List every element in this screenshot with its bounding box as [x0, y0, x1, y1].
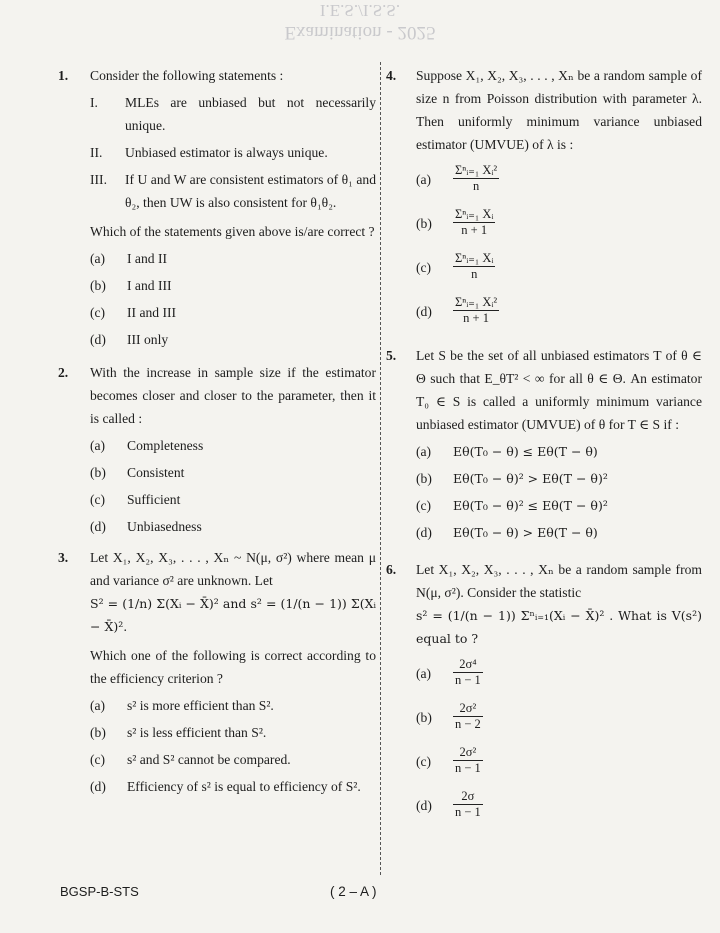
option-text: I and III: [127, 278, 172, 293]
option-label: (d): [90, 779, 106, 794]
fraction: [453, 745, 483, 776]
statement-label: II.: [90, 145, 103, 160]
question-number: 1.: [58, 68, 69, 83]
option-text: s² is less efficient than S².: [127, 725, 267, 740]
option[interactable]: [90, 328, 376, 351]
option-text: III only: [127, 332, 169, 347]
question-number: 3.: [58, 550, 69, 565]
option-label: (d): [416, 798, 432, 813]
option[interactable]: [90, 775, 376, 798]
denominator: n − 1: [455, 804, 481, 819]
question-text: Let X₁, X₂, X₃, . . . , Xₙ be a random sample from N(μ, σ²). Consider the statistic: [416, 562, 702, 600]
question-1: [60, 64, 376, 351]
option-text: Efficiency of s² is equal to efficiency of S².: [127, 779, 361, 794]
question-formula: s² = (1/(n − 1)) Σⁿᵢ₌₁(Xᵢ − X̄)² . What is V(s²) equal to ?: [416, 608, 702, 646]
option[interactable]: [416, 738, 702, 782]
option[interactable]: [90, 434, 376, 457]
question-6: [386, 558, 702, 826]
fraction: [453, 701, 483, 732]
column-divider: [380, 62, 381, 875]
denominator: n + 1: [463, 310, 489, 325]
statement: [90, 91, 376, 137]
question-text: With the increase in sample size if the estimator becomes closer and closer to the parameter, then it is called :: [90, 365, 376, 426]
denominator: n + 1: [461, 222, 488, 237]
statement: [90, 168, 376, 214]
option-text: Eθ(T₀ − θ) ≤ Eθ(T − θ): [453, 444, 598, 459]
fraction: [453, 295, 499, 326]
option[interactable]: [90, 721, 376, 744]
option-label: (c): [90, 492, 106, 507]
statement-text: Unbiased estimator is always unique.: [125, 145, 328, 160]
option[interactable]: [416, 244, 702, 288]
option[interactable]: [90, 461, 376, 484]
question-2: [60, 361, 376, 538]
page-header-line1: I.E.S./I.S.S.: [319, 1, 401, 20]
question-intro: Consider the following statements :: [90, 68, 284, 83]
option-label: (d): [90, 519, 106, 534]
option[interactable]: [90, 301, 376, 324]
option-label: (a): [90, 698, 106, 713]
option[interactable]: [90, 748, 376, 771]
right-column: [386, 64, 702, 826]
denominator: n: [472, 178, 480, 193]
option-text: Unbiasedness: [127, 519, 202, 534]
option-text: s² and S² cannot be compared.: [127, 752, 291, 767]
option-label: (b): [416, 471, 432, 486]
option-label: (d): [416, 525, 432, 540]
question-5: [386, 344, 702, 544]
option[interactable]: [416, 467, 702, 490]
option-label: (a): [416, 666, 432, 681]
numerator: Σⁿᵢ₌₁ Xᵢ: [455, 206, 494, 221]
question-formula: S² = (1/n) Σ(Xᵢ − X̄)² and s² = (1/(n − 1)) Σ(Xᵢ − X̄)².: [90, 596, 376, 634]
question-number: 5.: [386, 348, 397, 363]
left-column: [60, 64, 376, 802]
question-text: Let X₁, X₂, X₃, . . . , Xₙ ~ N(μ, σ²) where mean μ and variance σ² are unknown. Let: [90, 550, 376, 588]
question-number: 4.: [386, 68, 397, 83]
option-label: (c): [90, 305, 106, 320]
denominator: n − 1: [455, 672, 481, 687]
option-label: (a): [90, 438, 106, 453]
statement-text: If U and W are consistent estimators of θ₁ and θ₂, then UW is also consistent for θ₁θ₂.: [125, 172, 376, 210]
page-header-line2: Examination - 2025: [284, 22, 436, 43]
option[interactable]: [416, 521, 702, 544]
option-label: (c): [416, 754, 432, 769]
option-label: (b): [416, 216, 432, 231]
statement-label: III.: [90, 172, 107, 187]
option-label: (b): [90, 465, 106, 480]
option[interactable]: [90, 488, 376, 511]
option-label: (b): [90, 725, 106, 740]
question-text: Suppose X₁, X₂, X₃, . . . , Xₙ be a random sample of size n from Poisson distribution with parameter λ. Then uniformly minimum variance unbiased estimator (UMVUE) of λ is :: [416, 68, 702, 152]
numerator: 2σ: [453, 789, 483, 805]
numerator: Σⁿᵢ₌₁ Xᵢ²: [455, 162, 498, 177]
question-3: [60, 546, 376, 798]
option-text: Sufficient: [127, 492, 181, 507]
fraction: [453, 657, 483, 688]
option[interactable]: [416, 494, 702, 517]
statement-label: I.: [90, 95, 98, 110]
statement: [90, 141, 376, 164]
option-text: Consistent: [127, 465, 185, 480]
option-text: Eθ(T₀ − θ)² > Eθ(T − θ)²: [453, 471, 608, 486]
booklet-code: BGSP-B-STS: [60, 884, 139, 899]
page-number: ( 2 – A ): [330, 884, 377, 899]
denominator: n: [471, 266, 478, 281]
numerator: Σⁿᵢ₌₁ Xᵢ²: [455, 294, 498, 309]
option[interactable]: [416, 156, 702, 200]
denominator: n − 1: [455, 760, 481, 775]
numerator: 2σ²: [453, 745, 483, 761]
option-label: (b): [90, 278, 106, 293]
denominator: n − 2: [455, 716, 481, 731]
question-number: 6.: [386, 562, 397, 577]
option-label: (c): [416, 498, 432, 513]
option-label: (c): [416, 260, 432, 275]
numerator: Σⁿᵢ₌₁ Xᵢ: [455, 250, 494, 265]
option-text: II and III: [127, 305, 177, 320]
option-label: (a): [90, 251, 106, 266]
question-text: Let S be the set of all unbiased estimators T of θ ∈ Θ such that E_θT² < ∞ for all θ ∈ Θ. An estimator T₀ ∈ S is called a uniformly minimum variance unbiased estimator (UMVUE) of θ for T ∈ S if :: [416, 348, 702, 432]
option[interactable]: [90, 247, 376, 270]
option[interactable]: [416, 782, 702, 826]
option-text: Eθ(T₀ − θ)² ≤ Eθ(T − θ)²: [453, 498, 608, 513]
option[interactable]: [90, 694, 376, 717]
option[interactable]: [90, 515, 376, 538]
option-text: Eθ(T₀ − θ) > Eθ(T − θ): [453, 525, 598, 540]
statement-text: MLEs are unbiased but not necessarily unique.: [125, 95, 376, 133]
fraction: [453, 207, 495, 238]
option-label: (d): [90, 332, 106, 347]
question-number: 2.: [58, 365, 69, 380]
fraction: [453, 163, 499, 194]
option-text: Completeness: [127, 438, 204, 453]
option-label: (a): [416, 172, 432, 187]
numerator: 2σ⁴: [453, 657, 483, 673]
option[interactable]: [416, 200, 702, 244]
option[interactable]: [416, 288, 702, 332]
option[interactable]: [90, 274, 376, 297]
option-label: (d): [416, 304, 432, 319]
option-text: s² is more efficient than S².: [127, 698, 274, 713]
question-prompt: Which of the statements given above is/are correct ?: [90, 224, 375, 239]
option[interactable]: [416, 650, 702, 694]
option-label: (c): [90, 752, 106, 767]
option[interactable]: [416, 694, 702, 738]
option-label: (a): [416, 444, 432, 459]
fraction: [453, 789, 483, 820]
fraction: [453, 251, 495, 282]
option-text: I and II: [127, 251, 168, 266]
question-prompt: Which one of the following is correct according to the efficiency criterion ?: [90, 648, 376, 686]
question-4: [386, 64, 702, 332]
numerator: 2σ²: [453, 701, 483, 717]
option[interactable]: [416, 440, 702, 463]
option-label: (b): [416, 710, 432, 725]
